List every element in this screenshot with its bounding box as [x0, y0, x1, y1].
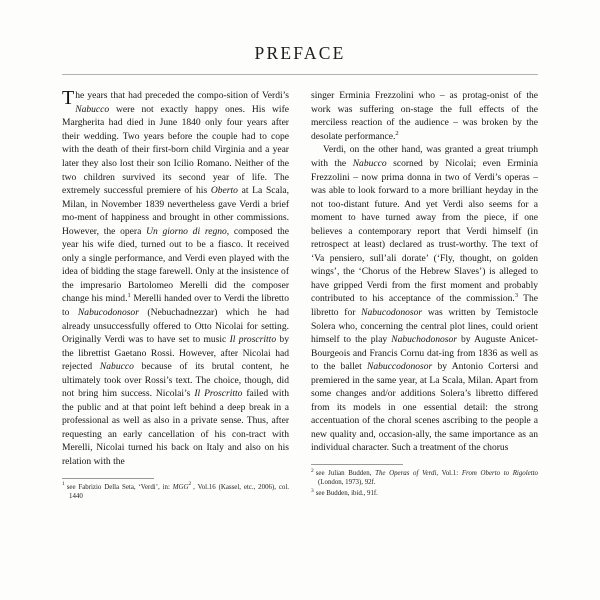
italic-text: MGG — [172, 483, 189, 491]
italic-text: Un giorno di regno — [146, 225, 227, 237]
column-left — [62, 89, 289, 502]
paragraph-text — [62, 87, 290, 468]
page-title: PREFACE — [254, 43, 346, 63]
superscript-text: 2 — [188, 481, 192, 488]
two-column-body — [62, 89, 538, 502]
text-run: by the librettist Gaetano Rossi. However, after Nicolai had rejected — [62, 334, 289, 373]
text-run: because of its brutal content, he ultimately took over Rossi’s text. The choice, though, did not bring him success. Nicolai’s — [62, 361, 289, 400]
text-run: (Nebuchadnezzar) which he had already unsuccessfully offered to Otto Nicolai for setting. Originally Verdi was to have set to music — [62, 307, 289, 346]
italic-text: From Oberto to Rigoletto — [461, 470, 538, 478]
footnote-marker: 1 — [62, 481, 65, 488]
column-right — [311, 89, 538, 502]
italic-text: Oberto — [210, 185, 238, 197]
footnote-marker: 2 — [311, 467, 314, 474]
text-run: by Antonio Cortersi and premiered in the same year, at La Scala, Milan. Apart from some changes and/or additions Solera’s libretto differed from its models in one essential detail: the strong accentuation of the choral scenes ascribing to the people a new quality and, occasion-ally, the same importance as an individual character. Such a treatment of the chorus — [311, 361, 538, 454]
text-run: scorned by Nicolai; even Erminia Frezzolini – now prima donna in two of Verdi’s operas – was able to look forward to a more brilliant heyday in the not too-distant future. And yet Verdi also seems for a moment to have turned away from the piece, if one believes a contemporary report that Verdi himself (in retrospect at least) declared as trust-worthy. The text of ‘Va pensiero, sull’ali dorate’ (‘Fly, thought, on golden wings’, the ‘Chorus of the Hebrew Slaves’) is alleged to have gripped Verdi from the first moment and probably contributed to his acceptance of the commission. — [311, 157, 538, 305]
text-run: was written by Temistocle Solera who, concerning the central plot lines, could orient himself to the play — [311, 307, 538, 346]
footnote-marker: 3 — [311, 487, 314, 494]
text-run: by Auguste Anicet-Bourgeois and Francis Cornu dat-ing from 1836 as well as to the ballet — [311, 334, 539, 373]
text-run: failed with the public and at that point left behind a deep break in a professional as well as also in a private sense. Thus, after requesting an early cancellation of his con-tract with Merelli, Nicolai turned his back on Italy and also on his relation with the — [62, 388, 289, 468]
drop-cap: T — [62, 87, 75, 110]
text-run: he years that had preceded the compo-sition of Verdi’s — [75, 90, 289, 102]
text-run: see Julian Budden, — [315, 470, 376, 478]
paragraph — [62, 89, 289, 468]
text-run: (London, 1973), 92f. — [318, 479, 376, 487]
text-run: singer Erminia Frezzolini who – as protag-onist of the work was suffering on-stage the full effects of the merciless reaction of the audience – was broken by the desolate performance. — [311, 90, 538, 142]
footnote-block-left — [62, 478, 289, 502]
text-run: see Budden, ibid., 91f. — [315, 489, 378, 497]
title-divider — [62, 74, 538, 75]
text-run: , Vol.16 (Kassel, etc., 2006), col. 1440 — [69, 483, 289, 500]
italic-text: Il proscritto — [229, 334, 277, 346]
text-run: Verdi, on the other hand, was granted a great triumph with the — [311, 144, 538, 169]
italic-text: Nabucco — [75, 103, 110, 115]
text-run: Merelli handed over to Verdi the libretto to — [62, 293, 289, 318]
page-content-area — [62, 28, 538, 580]
footnote-reference: 2 — [395, 129, 399, 137]
italic-text: The Operas of Verdi — [375, 470, 437, 478]
italic-text: Il Proscritto — [194, 388, 243, 400]
italic-text: Nabucodonosor — [361, 307, 423, 318]
footnote-reference: 1 — [127, 292, 131, 300]
footnote — [311, 489, 538, 498]
paragraph — [311, 143, 538, 455]
footnote — [62, 483, 289, 502]
text-run: The libretto for — [311, 293, 538, 318]
italic-text: Nabucco — [99, 361, 134, 373]
paragraph — [311, 89, 538, 143]
text-run: , composed the year his wife died, turned out to be a fiasco. It received only a single performance, and Verdi even played with the idea of bidding the stage farewell. Only at the insistence of the impresario Bartolomeo Merelli did the composer change his mind. — [62, 225, 289, 305]
footnote-divider — [62, 478, 154, 479]
text-run: see Fabrizio Della Seta, ‘Verdi’, in: — [66, 483, 173, 491]
footnote-reference: 3 — [514, 292, 519, 300]
text-run: at La Scala, Milan, in November 1839 nevertheless gave Verdi a brief mo-ment of happiness and brought in other commissions. However, the opera — [62, 185, 290, 237]
italic-text: Nabuccodonosor — [366, 361, 433, 373]
footnote — [311, 469, 538, 488]
italic-text: Nabucco — [352, 157, 387, 169]
footnote-divider — [311, 464, 403, 465]
italic-text: Nabucodonosor — [77, 307, 139, 318]
text-run: were not exactly happy ones. His wife Margherita had died in June 1840 only four years after their wedding. Two years before the couple had to cope with the death of their first-born child Virginia and a year later they also lost their son Icilio Romano. Neither of the two children survived its second year of life. The extremely successful premiere of his — [62, 103, 289, 197]
footnote-block-right — [311, 464, 538, 498]
text-run: , Vol.1: — [436, 470, 462, 478]
italic-text: Nabuchodonosor — [391, 334, 458, 346]
